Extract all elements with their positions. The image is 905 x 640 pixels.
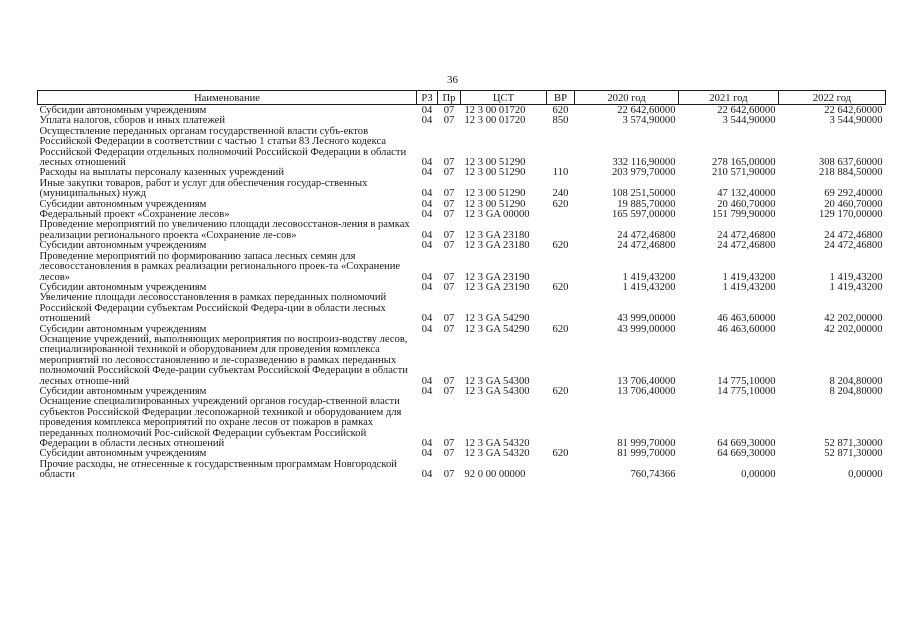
cell-vr <box>547 127 575 169</box>
header-2021: 2021 год <box>679 91 779 105</box>
cell-rz: 04 <box>421 157 433 169</box>
table-row <box>38 252 886 283</box>
cell-2022: 69 292,40000 <box>824 188 883 200</box>
header-cst: ЦСТ <box>461 91 547 105</box>
cell-name: Субсидии автономным учреждениям <box>39 240 207 252</box>
cell-name: Субсидии автономным учреждениям <box>39 281 207 293</box>
cell-rz: 04 <box>421 188 433 200</box>
cell-pr: 07 <box>443 240 455 252</box>
cell-name: Уплата налогов, сборов и иных платежей <box>39 115 226 127</box>
cell-pr: 07 <box>443 115 455 127</box>
cell-2020: 108 251,50000 <box>611 188 676 200</box>
cell-name: Субсидии автономным учреждениям <box>39 385 207 397</box>
cell-cst: 12 3 GA 54290 <box>464 323 530 335</box>
cell-2020: 3 574,90000 <box>622 115 676 127</box>
cell-2022: 24 472,46800 <box>824 229 883 241</box>
cell-cst: 12 3 00 01720 <box>464 105 526 116</box>
cell-vr: 110 <box>552 167 569 179</box>
cell-2021: 24 472,46800 <box>717 240 776 252</box>
cell-2020: 81 999,70000 <box>617 448 676 460</box>
table-header-row <box>38 91 886 105</box>
cell-2020: 203 979,70000 <box>611 167 676 179</box>
page-number: 36 <box>447 74 458 86</box>
cell-rz: 04 <box>421 281 433 293</box>
cell-2021: 0,00000 <box>741 469 776 481</box>
cell-vr: 620 <box>552 281 569 293</box>
cell-name: Федеральный проект «Сохранение лесов» <box>39 209 230 221</box>
cell-2022: 42 202,00000 <box>824 323 883 335</box>
cell-rz: 04 <box>421 375 433 387</box>
cell-vr <box>547 293 575 324</box>
cell-vr: 850 <box>552 115 569 127</box>
cell-cst: 12 3 GA 23180 <box>464 229 530 241</box>
cell-2020: 13 706,40000 <box>617 375 676 387</box>
table-body <box>38 105 886 481</box>
cell-vr <box>547 335 575 387</box>
cell-rz: 04 <box>421 469 433 481</box>
cell-pr: 07 <box>443 157 455 169</box>
cell-vr <box>547 252 575 283</box>
cell-pr: 07 <box>443 323 455 335</box>
cell-2022: 22 642,60000 <box>824 105 883 116</box>
header-pr: Пр <box>438 91 461 105</box>
cell-pr: 07 <box>443 209 455 221</box>
cell-vr <box>547 460 575 481</box>
cell-rz: 04 <box>421 209 433 221</box>
table-row <box>38 460 886 481</box>
cell-2021: 46 463,60000 <box>717 313 776 325</box>
cell-2021: 14 775,10000 <box>717 375 776 387</box>
table-row <box>38 127 886 169</box>
cell-2022: 3 544,90000 <box>829 115 883 127</box>
cell-name: Прочие расходы, не отнесенные к государственным программам Новгородской области <box>39 458 397 481</box>
cell-2020: 81 999,70000 <box>617 438 676 449</box>
cell-name: Оснащение специализированных учреждений органов государ-ственной власти субъектов Российской Федерации лесопожарной техникой и оборудованием для проведения комплекса мероприятий по охране лесов от пожаров в рамках переданных полномочий Рос-сийской Федерации субъектам Российской Федерации в области лесных отношений <box>39 396 402 449</box>
cell-2021: 1 419,43200 <box>722 281 776 293</box>
cell-2020: 1 419,43200 <box>622 281 676 293</box>
cell-2020: 1 419,43200 <box>622 271 676 283</box>
cell-2022: 1 419,43200 <box>829 271 883 283</box>
cell-rz: 04 <box>421 271 433 283</box>
header-name: Наименование <box>38 91 417 105</box>
cell-rz: 04 <box>421 105 433 116</box>
cell-name: Проведение мероприятий по формированию запаса лесных семян для лесовосстановления в рамках реализации регионального проек-та «Сохранение лесов» <box>39 250 401 283</box>
cell-2020: 332 116,90000 <box>612 157 676 169</box>
cell-rz: 04 <box>421 313 433 325</box>
cell-2021: 1 419,43200 <box>722 271 776 283</box>
cell-pr: 07 <box>443 198 455 210</box>
cell-name: Увеличение площади лесовосстановления в рамках переданных полномочий Российской Федерации субъектам Российской Федера-ции в области лесных отношений <box>39 292 387 325</box>
cell-pr: 07 <box>443 448 455 460</box>
cell-2022: 24 472,46800 <box>824 240 883 252</box>
budget-table <box>37 90 886 481</box>
cell-2021: 20 460,70000 <box>717 198 776 210</box>
cell-name: Оснащение учреждений, выполняющих мероприятия по воспроиз-водству лесов, специализированной техникой и оборудованием для проведения комплекса мероприятий по лесовосстановлению и ле-соразведению в рамках переданных полномочий Российской Феде-рации субъектам Российской Федерации в области лесных отноше-ний <box>39 333 408 387</box>
cell-name: Осуществление переданных органам государственной власти субъ-ектов Российской Федерации в соответствии с частью 1 статьи 83 Лесного кодекса Российской Федерации отдельных полномочий Российской Федерации в области лесных отношений <box>39 125 407 169</box>
cell-rz: 04 <box>421 240 433 252</box>
cell-2020: 43 999,00000 <box>617 313 676 325</box>
cell-2021: 47 132,40000 <box>717 188 776 200</box>
cell-2020: 760,74366 <box>630 469 676 481</box>
cell-vr: 620 <box>552 448 569 460</box>
cell-cst: 12 3 GA 00000 <box>464 209 530 221</box>
cell-cst: 12 3 00 01720 <box>464 115 526 127</box>
cell-rz: 04 <box>421 323 433 335</box>
cell-pr: 07 <box>443 105 455 116</box>
cell-2020: 24 472,46800 <box>617 229 676 241</box>
cell-rz: 04 <box>421 167 433 179</box>
cell-2022: 8 204,80000 <box>829 375 883 387</box>
cell-cst: 12 3 00 51290 <box>464 188 526 200</box>
cell-2021: 22 642,60000 <box>717 105 776 116</box>
cell-2022: 1 419,43200 <box>829 281 883 293</box>
cell-cst: 12 3 GA 54290 <box>464 313 530 325</box>
cell-vr: 620 <box>552 385 569 397</box>
cell-name: Расходы на выплаты персоналу казенных учреждений <box>39 167 284 179</box>
cell-vr <box>547 210 575 220</box>
cell-2020: 165 597,00000 <box>611 209 676 221</box>
cell-vr <box>547 397 575 449</box>
table-row <box>38 220 886 241</box>
header-2022: 2022 год <box>779 91 886 105</box>
cell-pr: 07 <box>443 167 455 179</box>
cell-pr: 07 <box>443 281 455 293</box>
table-row <box>38 335 886 387</box>
cell-vr <box>547 220 575 241</box>
cell-vr: 240 <box>552 188 569 200</box>
cell-2021: 24 472,46800 <box>717 229 776 241</box>
cell-2022: 52 871,30000 <box>824 438 883 449</box>
cell-2021: 278 165,00000 <box>711 157 776 169</box>
table-row <box>38 397 886 449</box>
cell-cst: 12 3 GA 23180 <box>464 240 530 252</box>
cell-2022: 308 637,60000 <box>818 157 883 169</box>
cell-pr: 07 <box>443 229 455 241</box>
cell-pr: 07 <box>443 188 455 200</box>
cell-cst: 92 0 00 00000 <box>464 469 526 481</box>
cell-cst: 12 3 GA 54320 <box>464 438 530 449</box>
header-rz: РЗ <box>417 91 438 105</box>
cell-2022: 52 871,30000 <box>824 448 883 460</box>
cell-2021: 64 669,30000 <box>717 448 776 460</box>
cell-pr: 07 <box>443 375 455 387</box>
cell-vr: 620 <box>552 198 569 210</box>
cell-cst: 12 3 GA 54300 <box>464 375 530 387</box>
cell-rz: 04 <box>421 385 433 397</box>
cell-cst: 12 3 00 51290 <box>464 167 526 179</box>
cell-2021: 64 669,30000 <box>717 438 776 449</box>
cell-pr: 07 <box>443 271 455 283</box>
cell-name: Проведение мероприятий по увеличению площади лесовосстанов-ления в рамках реализации регионального проекта «Сохранение ле-сов» <box>39 219 410 241</box>
cell-rz: 04 <box>421 448 433 460</box>
cell-2020: 22 642,60000 <box>617 105 676 116</box>
cell-2022: 42 202,00000 <box>824 313 883 325</box>
cell-name: Иные закупки товаров, работ и услуг для обеспечения государ-ственных (муниципальных) нужд <box>39 177 368 200</box>
cell-cst: 12 3 00 51290 <box>464 198 526 210</box>
header-vr: ВР <box>547 91 575 105</box>
cell-cst: 12 3 GA 54320 <box>464 448 530 460</box>
cell-2020: 19 885,70000 <box>617 198 676 210</box>
cell-vr: 620 <box>552 323 569 335</box>
cell-2022: 0,00000 <box>848 469 883 481</box>
cell-name: Субсидии автономным учреждениям <box>39 448 207 460</box>
cell-2020: 43 999,00000 <box>617 323 676 335</box>
cell-rz: 04 <box>421 229 433 241</box>
cell-name: Субсидии автономным учреждениям <box>39 105 207 116</box>
cell-2021: 46 463,60000 <box>717 323 776 335</box>
cell-rz: 04 <box>421 115 433 127</box>
cell-cst: 12 3 00 51290 <box>464 157 526 169</box>
cell-cst: 12 3 GA 23190 <box>464 281 530 293</box>
cell-2022: 20 460,70000 <box>824 198 883 210</box>
cell-pr: 07 <box>443 469 455 481</box>
cell-pr: 07 <box>443 385 455 397</box>
cell-2020: 13 706,40000 <box>617 385 676 397</box>
cell-cst: 12 3 GA 23190 <box>464 271 530 283</box>
cell-2021: 151 799,90000 <box>711 209 776 221</box>
cell-2021: 14 775,10000 <box>717 385 776 397</box>
cell-pr: 07 <box>443 438 455 449</box>
cell-2020: 24 472,46800 <box>617 240 676 252</box>
cell-2021: 3 544,90000 <box>722 115 776 127</box>
cell-2021: 210 571,90000 <box>711 167 776 179</box>
table-row <box>38 293 886 324</box>
cell-2022: 129 170,00000 <box>818 209 883 221</box>
cell-rz: 04 <box>421 198 433 210</box>
cell-vr: 620 <box>552 240 569 252</box>
cell-pr: 07 <box>443 313 455 325</box>
cell-name: Субсидии автономным учреждениям <box>39 198 207 210</box>
header-2020: 2020 год <box>575 91 679 105</box>
cell-name: Субсидии автономным учреждениям <box>39 323 207 335</box>
cell-2022: 8 204,80000 <box>829 385 883 397</box>
cell-vr: 620 <box>552 105 569 116</box>
cell-rz: 04 <box>421 438 433 449</box>
cell-2022: 218 884,50000 <box>818 167 883 179</box>
cell-cst: 12 3 GA 54300 <box>464 385 530 397</box>
table-row <box>38 179 886 200</box>
